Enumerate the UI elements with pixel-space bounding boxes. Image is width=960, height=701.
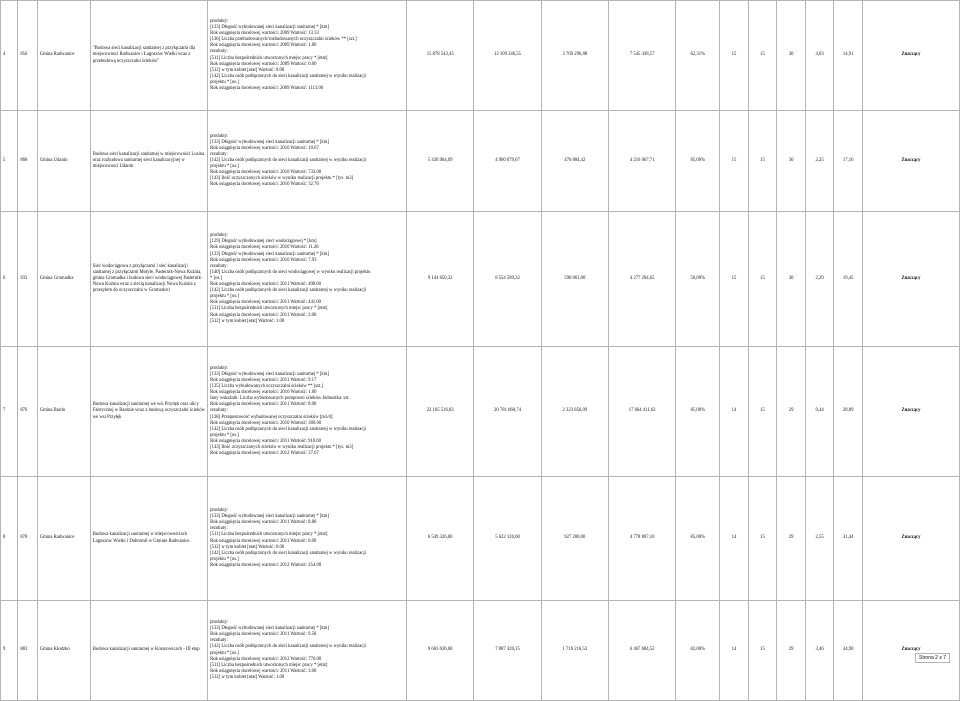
score-total: 30: [777, 111, 806, 212]
indicator-line: Rok osiągnięcia docelowej wartości: 2010 Wartość: 1.00: [210, 390, 317, 396]
score-total: 30: [777, 212, 806, 347]
score-1: 14: [720, 347, 749, 477]
indicator-line: Rok osiągnięcia docelowej wartości: 2010 Wartość: 11.28: [210, 245, 319, 251]
indicator-line: Rok osiągnięcia docelowej wartości: 2010 Wartość: 300.00: [210, 420, 322, 426]
indicator-line: Rok osiągnięcia docelowej wartości: 2011 Wartość: 918.00: [210, 438, 321, 444]
indicator-line: Rok osiągnięcia docelowej wartości: 2012 Wartość: 776.00: [210, 656, 322, 662]
score-2: 15: [748, 1, 777, 111]
row-number: 6: [1, 212, 18, 347]
requested-funding: 7 545 438,57: [608, 1, 675, 111]
score-5: 34,90: [834, 601, 863, 701]
score-2: 15: [748, 347, 777, 477]
indicator-line: [511] Liczba bezpośrednich utworzonych miejsc pracy * [etat]: [210, 532, 328, 538]
indicator-line: [512] w tym kobiet [etat] Wartość: 0.00: [210, 544, 285, 550]
score-1: 15: [720, 1, 749, 111]
project-title: Sieć wodociągowa z przyłączami i sieć kanalizacji sanitarnej z przyłączami Motyle, Pasternik-Nowa Kuźnia, gmina Gromadka i budowa sieci wodociągowej Pasternik-Nowa Kuźnia wraz z siecią kanalizacji Nowa Kuźnia z przesyłem do oczyszczalni w Gromadce): [90, 212, 207, 347]
indicator-line: [133] Długość wybudowanej sieci kanalizacji sanitarnej * [km]: [210, 514, 329, 520]
score-1: 14: [720, 477, 749, 601]
score-4: 4,03: [805, 1, 834, 111]
assessment-result: Znaczący: [862, 212, 959, 347]
indicator-line: [512] w tym kobiet [etat] Wartość: 1.00: [210, 318, 285, 324]
indicator-line: Rok osiągnięcia docelowej wartości: 2010 Wartość: 733.00: [210, 170, 322, 176]
score-total: 29: [777, 601, 806, 701]
score-1: 15: [720, 111, 749, 212]
ineligible-costs: 3 769 296,88: [541, 1, 608, 111]
indicator-line: [143] Ilość oczyszczonych ścieków w wyniku realizacji projektu * [tys. m3]: [210, 445, 354, 451]
score-4: 3,46: [805, 601, 834, 701]
score-2: 15: [748, 477, 777, 601]
score-5: 19,45: [834, 212, 863, 347]
indicator-line: [140] Liczba osób podłączonych do sieci wodociągowej w wyniku realizacji projektu: [210, 269, 371, 275]
funding-percentage: 62,31%: [676, 1, 720, 111]
indicator-line: projektu * [os.]: [210, 650, 239, 656]
indicator-line: Rok osiągnięcia docelowej wartości: 2011 Wartość: 9.17: [210, 377, 317, 383]
assessment-result: Znaczący: [862, 477, 959, 601]
indicators-cell: [208, 601, 407, 701]
eligible-costs: 7 887 420,15: [474, 601, 541, 701]
table-row: [1, 601, 960, 701]
table-row: [1, 212, 960, 347]
indicator-line: Rok osiągnięcia docelowej wartości: 2010 Wartość: 32.70: [210, 182, 319, 188]
row-number: 7: [1, 347, 18, 477]
score-4: 2,55: [805, 477, 834, 601]
indicator-line: [142] Liczba osób podłączonych do sieci kanalizacji sanitarnej w wyniku realizacji: [210, 288, 366, 294]
table-row: [1, 1, 960, 111]
beneficiary-name: Gmina Bardo: [37, 347, 90, 477]
ineligible-costs: 2 323 856,09: [541, 347, 608, 477]
indicator-line: projektu * [os.]: [210, 556, 239, 562]
indicator-line: projektu * [os.]: [210, 294, 239, 300]
indicator-line: [135] Liczba wybudowanych oczyszczalni ścieków ** [szt.]: [210, 384, 324, 390]
project-title: "Budowa sieci kanalizacji sanitarnej z przyłączami dla miejscowości Radwanice i Łagoszów Wielki wraz z przebudową oczyszczalni ścieków": [90, 1, 207, 111]
indicator-line: Inny wskaźnik. Liczba wybudowanych pompowni ścieków Jednostka: szt.: [210, 396, 350, 402]
indicator-line: [512] w tym kobiet [etat] Wartość: 0.00: [210, 67, 285, 73]
indicator-line: Rok osiągnięcia docelowej wartości: 2009 Wartość: 1.00: [210, 43, 317, 49]
ineligible-costs: 590 061,00: [541, 212, 608, 347]
score-4: 2,25: [805, 111, 834, 212]
indicator-line: projektu * [os.]: [210, 432, 239, 438]
indicators-cell: [208, 477, 407, 601]
indicator-line: rezultaty:: [210, 151, 228, 157]
indicator-line: [511] Liczba bezpośrednich utworzonych miejsc pracy * [etat]: [210, 662, 328, 668]
funding-percentage: 50,00%: [676, 212, 720, 347]
score-5: 31,44: [834, 477, 863, 601]
score-2: 15: [748, 111, 777, 212]
funding-percentage: 85,00%: [676, 347, 720, 477]
indicator-line: Rok osiągnięcia docelowej wartości: 2012 Wartość: 454.00: [210, 562, 322, 568]
table-row: [1, 111, 960, 212]
indicator-line: [511] Liczba bezpośrednich utworzonych miejsc pracy * [etat]: [210, 55, 328, 61]
beneficiary-name: Gmina Gromadka: [37, 212, 90, 347]
indicator-line: [129] Długość wybudowanej sieci wodociągowej * [km]: [210, 239, 317, 245]
beneficiary-name: Gmina Radwanice: [37, 1, 90, 111]
row-number: 5: [1, 111, 18, 212]
indicators-cell: [208, 212, 407, 347]
indicator-line: rezultaty:: [210, 408, 228, 414]
indicator-line: Rok osiągnięcia docelowej wartości: 2011 Wartość: 8.00: [210, 402, 317, 408]
table-row: [1, 347, 960, 477]
indicator-line: [138] Przepustowość wybudowanej oczyszczalni ścieków [m3/d]: [210, 414, 333, 420]
score-4: 2,29: [805, 212, 834, 347]
indicator-line: [142] Liczba osób podłączonych do sieci kanalizacji sanitarnej w wyniku realizacji: [210, 73, 366, 79]
assessment-result: Znaczący: [862, 111, 959, 212]
assessment-result: Znaczący: [862, 1, 959, 111]
indicator-line: Rok osiągnięcia docelowej wartości: 2010 Wartość: 7.93: [210, 257, 317, 263]
indicator-line: [142] Liczba osób podłączonych do sieci kanalizacji sanitarnej w wyniku realizacji: [210, 644, 366, 650]
assessment-result: Znaczący: [862, 347, 959, 477]
funding-percentage: 85,00%: [676, 111, 720, 212]
indicator-line: produkty:: [210, 233, 229, 239]
funding-percentage: 85,00%: [676, 477, 720, 601]
score-total: 29: [777, 347, 806, 477]
page-number: Strona 2 z 7: [915, 653, 950, 663]
projects-table-body: [1, 1, 960, 701]
row-number: 8: [1, 477, 18, 601]
indicator-line: [512] w tym kobiet [etat] Wartość: 1.00: [210, 674, 285, 680]
indicator-line: rezultaty:: [210, 638, 228, 644]
application-number: 933: [18, 212, 37, 347]
total-value: 5 436 964,09: [407, 111, 474, 212]
indicator-line: Rok osiągnięcia docelowej wartości: 2011 Wartość: 0.00: [210, 538, 317, 544]
indicator-line: [142] Liczba osób podłączonych do sieci kanalizacji sanitarnej w wyniku realizacji: [210, 426, 366, 432]
score-total: 30: [777, 1, 806, 111]
table-row: [1, 477, 960, 601]
score-4: 9,44: [805, 347, 834, 477]
total-value: 15 878 543,43: [407, 1, 474, 111]
score-5: 14,91: [834, 1, 863, 111]
indicator-line: Rok osiągnięcia docelowej wartości: 2011 Wartość: 8.80: [210, 520, 317, 526]
indicator-line: produkty:: [210, 508, 229, 514]
indicator-line: [136] Liczba przebudowanych/rozbudowanych oczyszczalni ścieków ** [szt.]: [210, 37, 357, 43]
indicator-line: Rok osiągnięcia docelowej wartości: 2010 Wartość: 10.67: [210, 145, 319, 151]
row-number: 9: [1, 601, 18, 701]
requested-funding: 4 277 294,65: [608, 212, 675, 347]
indicator-line: [133] Długość wybudowanej sieci kanalizacji sanitarnej * [km]: [210, 25, 329, 31]
beneficiary-name: Gmina Kłodzko: [37, 601, 90, 701]
application-number: 868: [18, 111, 37, 212]
total-value: 6 549 326,00: [407, 477, 474, 601]
indicator-line: produkty:: [210, 18, 229, 24]
indicator-line: projektu * [os.]: [210, 79, 239, 85]
funding-percentage: 82,00%: [676, 601, 720, 701]
score-5: 17,16: [834, 111, 863, 212]
indicator-line: [133] Długość wybudowanej sieci kanalizacji sanitarnej * [km]: [210, 371, 329, 377]
application-number: 876: [18, 347, 37, 477]
indicator-line: Rok osiągnięcia docelowej wartości: 2011 Wartość: 2.00: [210, 312, 317, 318]
indicator-line: Rok osiągnięcia docelowej wartości: 2009 Wartość: 1113.00: [210, 85, 324, 91]
total-value: 9 144 650,32: [407, 212, 474, 347]
application-number: 883: [18, 601, 37, 701]
indicator-line: projektu * [os.]: [210, 164, 239, 170]
project-title: Budowa sieci kanalizacji sanitarnej w miejscowości Lusina oraz rozbudowa sanitarnej sieci kanalizacyjnej w miejscowości Udanin: [90, 111, 207, 212]
requested-funding: 17 664 411,63: [608, 347, 675, 477]
indicator-line: rezultaty:: [210, 263, 228, 269]
indicators-cell: [208, 347, 407, 477]
project-title: Budowa kanalizacji sanitarnej w Krosnowicach - III etap: [90, 601, 207, 701]
indicator-line: [511] Liczba bezpośrednich utworzonych miejsc pracy * [etat]: [210, 306, 328, 312]
indicator-line: produkty:: [210, 133, 229, 139]
indicator-line: [133] Długość wybudowanej sieci kanalizacji sanitarnej * [km]: [210, 626, 329, 632]
score-2: 15: [748, 601, 777, 701]
indicator-line: Rok osiągnięcia docelowej wartości: 2011 Wartość: 400.00: [210, 282, 321, 288]
ineligible-costs: 927 200,00: [541, 477, 608, 601]
indicator-line: [142] Liczba osób podłączonych do sieci kanalizacji sanitarnej w wyniku realizacji: [210, 157, 366, 163]
indicator-line: [133] Długość wybudowanej sieci kanalizacji sanitarnej * [km]: [210, 251, 329, 257]
requested-funding: 4 778 807,10: [608, 477, 675, 601]
row-number: 4: [1, 1, 18, 111]
indicators-cell: [208, 1, 407, 111]
indicator-line: Rok osiągnięcia docelowej wartości: 2009 Wartość: 13.33: [210, 31, 319, 37]
score-1: 14: [720, 601, 749, 701]
application-number: 856: [18, 1, 37, 111]
ineligible-costs: 1 716 216,53: [541, 601, 608, 701]
beneficiary-name: Gmina Udanin: [37, 111, 90, 212]
ineligible-costs: 476 884,42: [541, 111, 608, 212]
beneficiary-name: Gmina Radwanice: [37, 477, 90, 601]
score-2: 15: [748, 212, 777, 347]
eligible-costs: 5 622 126,00: [474, 477, 541, 601]
requested-funding: 6 467 684,52: [608, 601, 675, 701]
indicator-line: [133] Długość wybudowanej sieci kanalizacji sanitarnej * [km]: [210, 139, 329, 145]
score-5: 28,89: [834, 347, 863, 477]
total-value: 9 603 636,68: [407, 601, 474, 701]
indicator-line: Rok osiągnięcia docelowej wartości: 2011 Wartość: 3.00: [210, 668, 317, 674]
indicator-line: * [os.]: [210, 275, 223, 281]
project-title: Budowa kanalizacji sanitarnej w miejscowościach Łagoszów Wielki i Dobromił w Gminie Radwanice.: [90, 477, 207, 601]
indicator-line: Rok osiągnięcia docelowej wartości: 2011 Wartość: 9.58: [210, 632, 317, 638]
requested-funding: 4 216 067,71: [608, 111, 675, 212]
indicator-line: rezultaty:: [210, 526, 228, 532]
indicators-cell: [208, 111, 407, 212]
total-value: 23 105 516,83: [407, 347, 474, 477]
application-number: 878: [18, 477, 37, 601]
indicator-line: [143] Ilość oczyszczonych ścieków w wyniku realizacji projektu * [tys. m3]: [210, 176, 354, 182]
eligible-costs: 20 781 660,74: [474, 347, 541, 477]
eligible-costs: 4 960 079,67: [474, 111, 541, 212]
assessment-result: Znaczący: [862, 601, 959, 701]
indicator-line: Rok osiągnięcia docelowej wartości: 2009 Wartość: 0.00: [210, 61, 317, 67]
indicator-line: produkty:: [210, 365, 229, 371]
eligible-costs: 8 554 589,32: [474, 212, 541, 347]
score-total: 29: [777, 477, 806, 601]
eligible-costs: 12 109 246,55: [474, 1, 541, 111]
score-1: 15: [720, 212, 749, 347]
indicator-line: rezultaty:: [210, 49, 228, 55]
indicator-line: Rok osiągnięcia docelowej wartości: 2012 Wartość: 37.67: [210, 451, 319, 457]
indicator-line: Rok osiągnięcia docelowej wartości: 2011 Wartość: 441.00: [210, 300, 321, 306]
indicator-line: produkty:: [210, 620, 229, 626]
project-title: Budowa kanalizacji sanitarnej we wsi Przyłęk oraz ulicy Fabrycznej w Bardzie wraz z budową oczyszczalni ścieków we wsi Przyłęk: [90, 347, 207, 477]
indicator-line: [142] Liczba osób podłączonych do sieci kanalizacji sanitarnej w wyniku realizacji: [210, 550, 366, 556]
